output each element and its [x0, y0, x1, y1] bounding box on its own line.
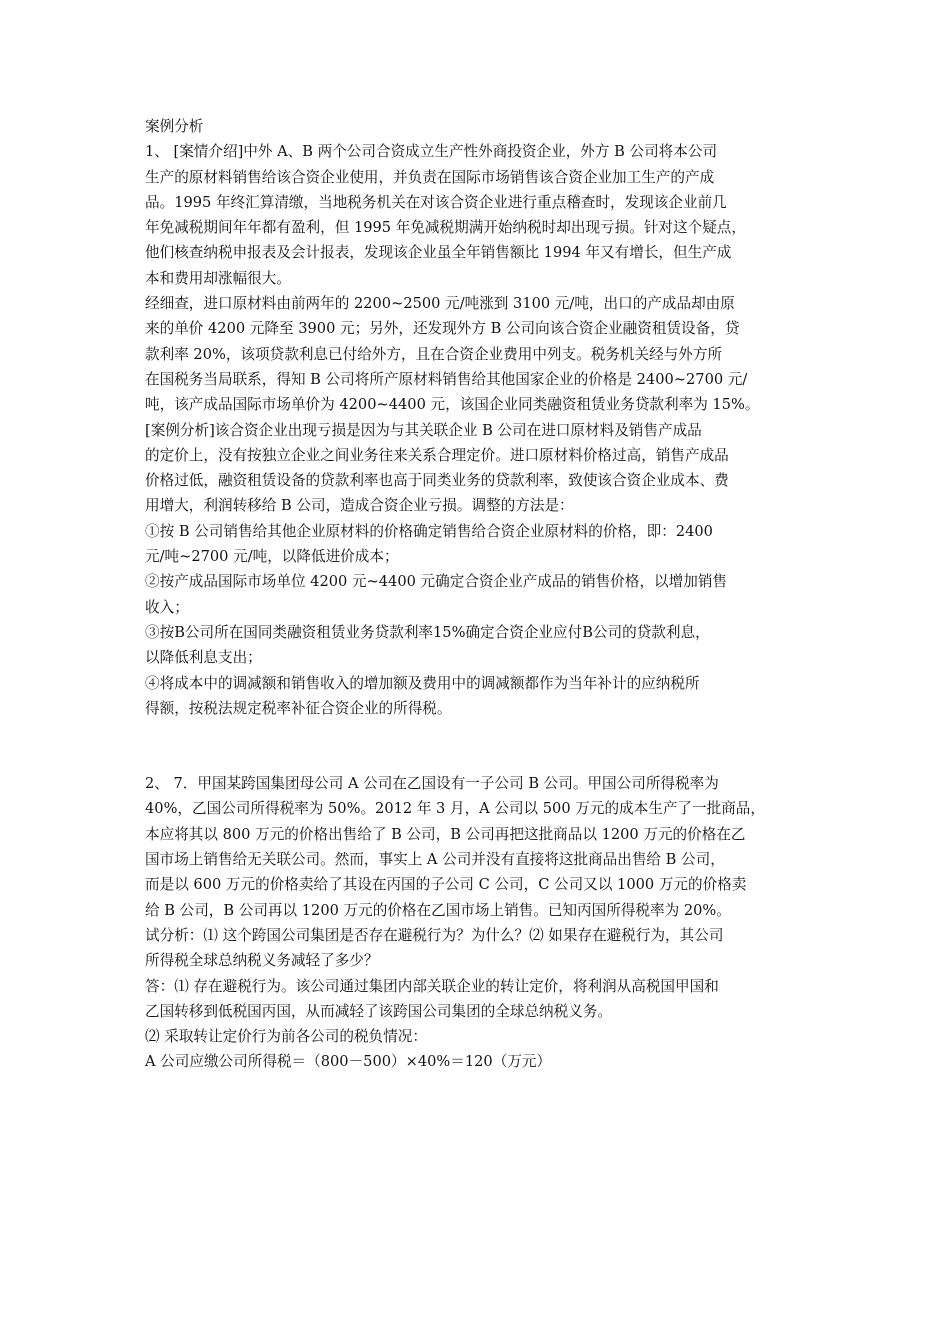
text-line: ④将成本中的调减额和销售收入的增加额及费用中的调减额都作为当年补计的应纳税所 — [145, 674, 700, 692]
text-line: 而是以 600 万元的价格卖给了其设在丙国的子公司 C 公司，C 公司又以 1000 万元的价格卖 — [145, 876, 747, 894]
case1-analysis-paragraph — [145, 418, 810, 519]
text-line: 经细查，进口原材料由前两年的 2200~2500 元/吨涨到 3100 元/吨，出口的产成品却由原 — [145, 295, 735, 313]
text-line: 在国税务当局联系，得知 B 公司将所产原材料销售给其他国家企业的价格是 2400~2700 元/ — [145, 370, 748, 388]
case1-investigation-paragraph — [145, 291, 810, 417]
case1-intro-paragraph — [145, 139, 810, 291]
text-line: 乙国转移到低税国丙国，从而减轻了该跨国公司集团的全球总纳税义务。 — [145, 1002, 613, 1020]
text-line: 以降低利息支出； — [145, 649, 262, 667]
text-line: 来的单价 4200 元降至 3900 元；另外，还发现外方 B 公司向该合资企业融资租赁设备，贷 — [145, 320, 740, 338]
text-line: 款利率 20%，该项贷款利息已付给外方，且在合资企业费用中列支。税务机关经与外方所 — [145, 345, 723, 363]
document-page — [145, 114, 810, 1075]
case2-question — [145, 771, 810, 973]
text-line: 生产的原材料销售给该合资企业使用，并负责在国际市场销售该合资企业加工生产的产成 — [145, 168, 715, 186]
text-line: 40%，乙国公司所得税率为 50%。2012 年 3 月，A 公司以 500 万元的成本生产了一批商品， — [145, 800, 765, 818]
text-line: ②按产成品国际市场单位 4200 元~4400 元确定合资企业产成品的销售价格，以增加销售 — [145, 573, 728, 591]
case1-measure-2 — [145, 569, 810, 620]
text-line: 他们核查纳税申报表及会计报表，发现该企业虽全年销售额比 1994 年又有增长，但生产成 — [145, 244, 732, 262]
text-line: ③按B公司所在国同类融资租赁业务贷款利率15%确定合资企业应付B公司的贷款利息， — [145, 623, 710, 641]
case1-measure-1 — [145, 519, 810, 570]
text-line: 1、 [案情介绍]中外 A、B 两个公司合资成立生产性外商投资企业，外方 B 公司将本公司 — [145, 143, 718, 161]
text-line: 给 B 公司，B 公司再以 1200 万元的价格在乙国市场上销售。已知丙国所得税率为 20%。 — [145, 901, 731, 919]
calculation-line: A 公司应缴公司所得税＝（800－500）×40%＝120（万元） — [145, 1053, 552, 1071]
text-line: ①按 B 公司销售给其他企业原材料的价格确定销售给合资企业原材料的价格，即：2400 — [145, 522, 713, 540]
text-line: 答：⑴ 存在避税行为。该公司通过集团内部关联企业的转让定价，将利润从高税国甲国和 — [145, 977, 719, 995]
text-line: 得额，按税法规定税率补征合资企业的所得税。 — [145, 699, 452, 717]
case2-answer — [145, 974, 810, 1075]
text-line: 收入； — [145, 598, 189, 616]
text-line: 2、 7．甲国某跨国集团母公司 A 公司在乙国设有一子公司 B 公司。甲国公司所得税率为 — [145, 775, 719, 793]
text-line: 吨，该产成品国际市场单价为 4200~4400 元，该国企业同类融资租赁业务贷款利率为 15%。 — [145, 396, 760, 414]
answer-2-intro: ⑵ 采取转让定价行为前各公司的税负情况： — [145, 1028, 427, 1046]
text-line: 用增大，利润转移给 B 公司，造成合资企业亏损。调整的方法是： — [145, 497, 574, 515]
text-line: 试分析：⑴ 这个跨国公司集团是否存在避税行为？为什么？⑵ 如果存在避税行为，其公司 — [145, 926, 724, 944]
text-line: [案例分析]该合资企业出现亏损是因为与其关联企业 B 公司在进口原材料及销售产成品 — [145, 421, 702, 439]
text-line: 品。1995 年终汇算清缴，当地税务机关在对该合资企业进行重点稽查时，发现该企业前几 — [145, 193, 727, 211]
text-line: 所得税全球总纳税义务减轻了多少？ — [145, 952, 379, 970]
case1-measure-4 — [145, 671, 810, 722]
text-line: 国市场上销售给无关联公司。然而，事实上 A 公司并没有直接将这批商品出售给 B 公司， — [145, 851, 725, 869]
text-line: 的定价上，没有按独立企业之间业务往来关系合理定价。进口原材料价格过高，销售产成品 — [145, 446, 729, 464]
section-spacer — [145, 721, 810, 771]
text-line: 年免减税期间年年都有盈利，但 1995 年免减税期满开始纳税时却出现亏损。针对这个疑点， — [145, 219, 746, 237]
text-line: 本和费用却涨幅很大。 — [145, 269, 291, 287]
text-line: 本应将其以 800 万元的价格出售给了 B 公司，B 公司再把这批商品以 1200 万元的价格在乙 — [145, 825, 746, 843]
document-title: 案例分析 — [145, 118, 204, 135]
text-line: 元/吨~2700 元/吨，以降低进价成本； — [145, 548, 399, 566]
text-line: 价格过低，融资租赁设备的贷款利率也高于同类业务的贷款利率，致使该合资企业成本、费 — [145, 472, 729, 490]
case1-measure-3 — [145, 620, 810, 671]
